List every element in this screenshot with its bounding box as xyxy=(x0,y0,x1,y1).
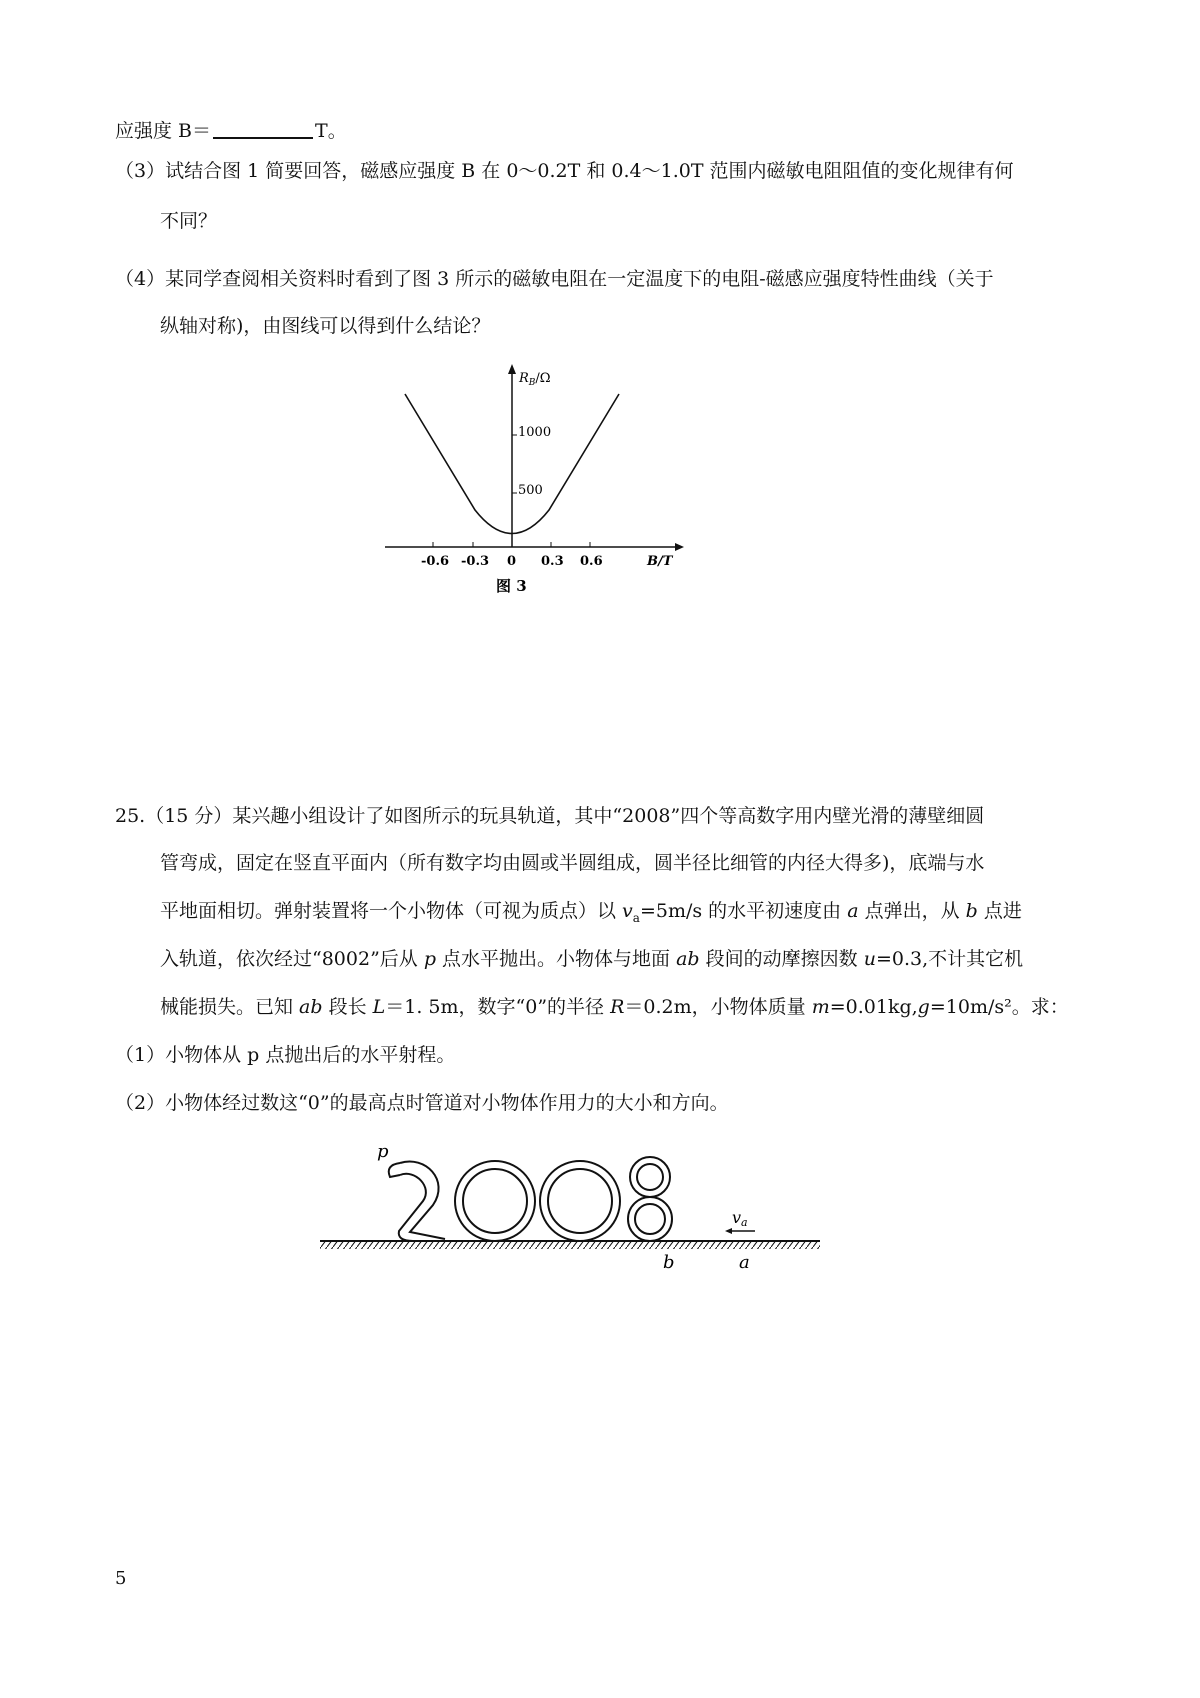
q25-subquestion-1: （1）小物体从 p 点抛出后的水平射程。 xyxy=(115,1044,456,1066)
y-axis-label: $R_B/\Omega$ xyxy=(519,371,551,388)
label-point-b: b xyxy=(663,1252,675,1270)
y-axis-arrow xyxy=(508,364,516,374)
q24-part3-line2: 不同？ xyxy=(160,210,218,232)
x-tick-label: -0.6 xyxy=(421,554,450,569)
x-tick-label: 0.3 xyxy=(541,554,564,569)
q24-continuation: 应强度 B＝ T。 xyxy=(115,117,347,144)
track-2008-figure xyxy=(315,1135,835,1270)
y-tick-label: 500 xyxy=(518,483,543,498)
q25-line1: 25.（15 分）某兴趣小组设计了如图所示的玩具轨道，其中“2008”四个等高数字用内壁光滑的薄壁细圆 xyxy=(115,805,985,827)
q25-subquestion-2: （2）小物体经过数这“0”的最高点时管道对小物体作用力的大小和方向。 xyxy=(115,1092,729,1114)
x-axis-label: B/T xyxy=(647,554,673,569)
figure-3-graph xyxy=(385,362,685,602)
digit-0-track-first xyxy=(455,1161,535,1241)
digit-8-track xyxy=(628,1157,672,1241)
digit-0-track-second xyxy=(540,1161,620,1241)
q25-line3: 平地面相切。弹射装置将一个小物体（可视为质点）以 $v_a=5m/s$ 的水平初速度由 a 点弹出，从 b 点进 xyxy=(160,900,1022,925)
figure-caption: 图 3 xyxy=(496,577,527,595)
q25-line4: 入轨道，依次经过“8002”后从 p 点水平抛出。小物体与地面 ab 段间的动摩擦因数 u=0.3,不计其它机 xyxy=(160,948,1024,970)
x-tick-label: 0.6 xyxy=(580,554,603,569)
x-axis-arrow xyxy=(675,543,684,551)
ground-hatching xyxy=(320,1242,820,1249)
answer-blank[interactable] xyxy=(213,117,313,139)
x-tick-label: 0 xyxy=(507,554,517,569)
label-point-a: a xyxy=(739,1252,750,1270)
q24-part4-line1: （4）某同学查阅相关资料时看到了图 3 所示的磁敏电阻在一定温度下的电阻-磁感应强度特性曲线（关于 xyxy=(115,268,994,290)
q25-line2: 管弯成，固定在竖直平面内（所有数字均由圆或半圆组成，圆半径比细管的内径大得多)，底端与水 xyxy=(160,852,985,874)
q24-part4-line2: 纵轴对称)，由图线可以得到什么结论？ xyxy=(160,315,491,337)
x-tick-label: -0.3 xyxy=(461,554,490,569)
velocity-arrow-head xyxy=(725,1228,732,1234)
label-velocity: va xyxy=(732,1208,748,1229)
digit-2-track xyxy=(389,1161,450,1241)
q24-part3-line1: （3）试结合图 1 简要回答，磁感应强度 B 在 0～0.2T 和 0.4～1.0T 范围内磁敏电阻阻值的变化规律有何 xyxy=(115,160,1014,182)
page-number: 5 xyxy=(115,1568,127,1589)
label-point-p: p xyxy=(377,1141,389,1162)
y-tick-label: 1000 xyxy=(518,425,552,440)
q25-line5: 械能损失。已知 ab 段长 L＝1. 5m，数字“0”的半径 R＝0.2m，小物体质量 m=0.01kg,g=10m/s²。求： xyxy=(160,996,1069,1018)
